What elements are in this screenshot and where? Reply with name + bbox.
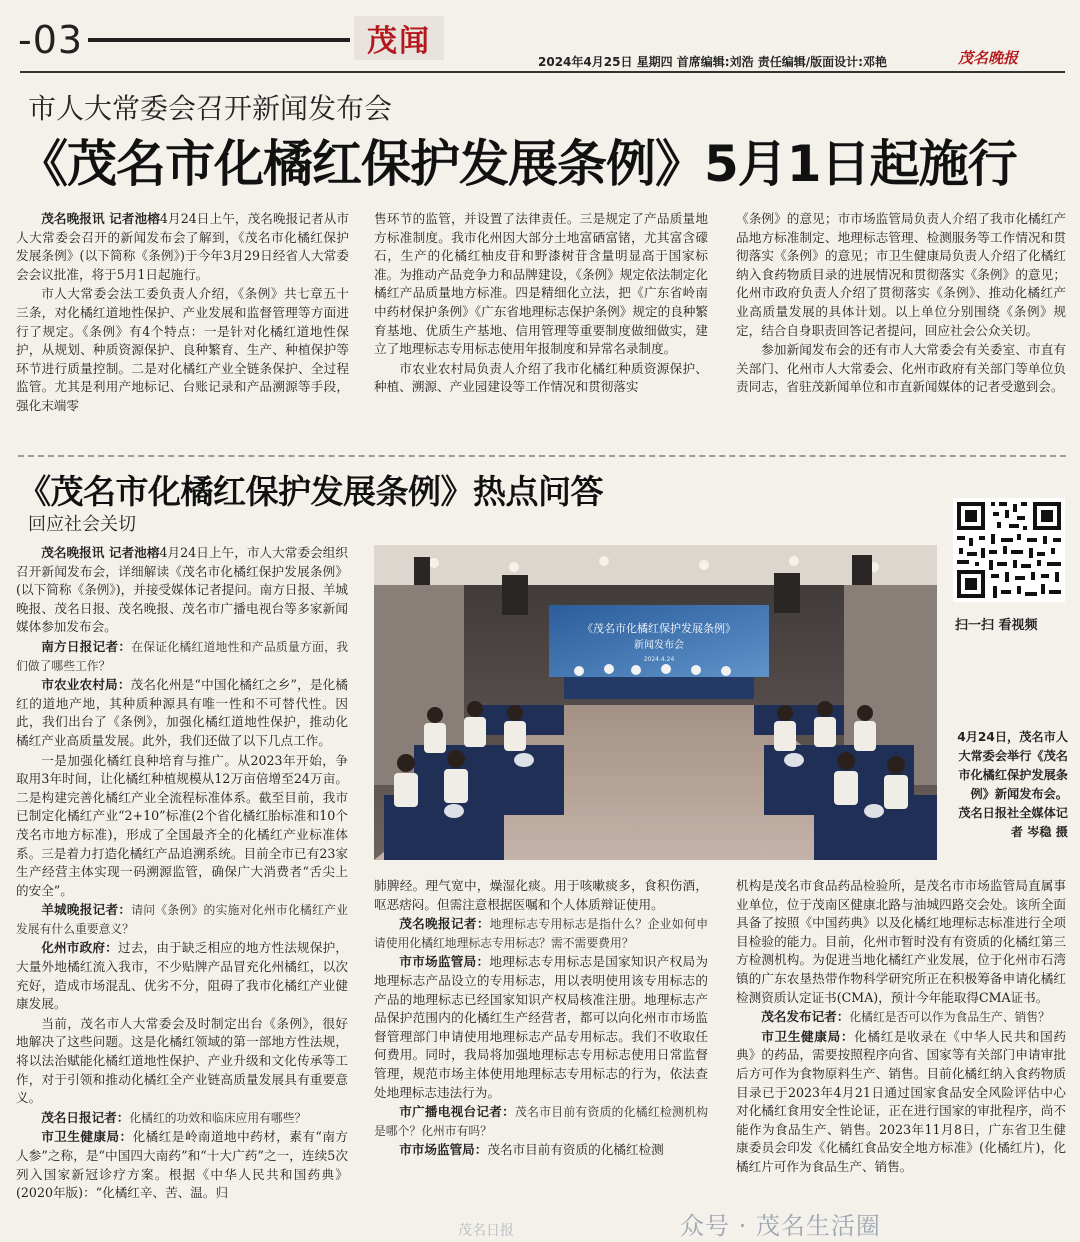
- article1-column-3: [736, 210, 1066, 450]
- article1-column-2: [374, 210, 708, 450]
- article2-subhead: 回应社会关切: [28, 514, 136, 535]
- backdrop-subtitle: 新闻发布会: [634, 640, 684, 651]
- article2-column-1: [16, 544, 348, 1240]
- article1-paragraph: 《条例》的意见；市市场监管局负责人介绍了我市化橘红产品地方标准制定、地理标志管理、检测服务等工作情况和贯彻落实《条例》的意见；市卫生健康局负责人介绍了化橘红纳入食药物质目录的进展情况和贯彻落实《条例》的意见；化州市政府负责人介绍了贯彻落实《条例》、推动化橘红产业高质量发展的具体计划。以上单位分别围绕《条例》规定，结合自身职责回答记者提问，回应社会公众关切。: [736, 211, 1066, 338]
- photo-caption: [950, 728, 1068, 842]
- article2-column-3: [736, 877, 1066, 1240]
- article1-paragraph: 参加新闻发布会的还有市人大常委会有关委室、市直有关部门、化州市人大常委会、化州市政府有关部门等单位负责同志，省驻茂新闻单位和市直新闻媒体的记者受邀到会。: [736, 342, 1066, 395]
- article2-headline: 《茂名市化橘红保护发展条例》热点问答: [18, 472, 603, 511]
- answer: 市农业农村局：茂名化州是“中国化橘红之乡”，是化橘红的道地产地，其种质种源具有唯一性和不可替代性。因此，我们出台了《条例》，加强化橘红道地性保护，推动化橘红产业高质量发展。此外，我们还做了以下几点工作。: [16, 677, 348, 748]
- article1-kicker: 市人大常委会召开新闻发布会: [28, 92, 393, 125]
- answer: 市市场监管局：茂名市目前有资质的化橘红检测: [399, 1142, 664, 1158]
- press-conference-photo: [374, 545, 937, 860]
- backdrop-title: 《茂名市化橘红保护发展条例》: [582, 622, 736, 635]
- article1-lead-paragraph: 茂名晚报讯 记者池榕4月24日上午，茂名晚报记者从市人大常委会召开的新闻发布会了解到，《茂名市化橘红保护发展条例》(以下简称《条例》)于今年3月29日经省人大常委会会议批准，将于5月1日起施行。: [16, 211, 349, 282]
- section-badge: 茂闻: [354, 16, 444, 60]
- qr-caption: 扫一扫 看视频: [955, 618, 1038, 633]
- question: 市广播电视台记者：茂名市目前有资质的化橘红检测机构是哪个？化州市有吗？: [374, 1104, 708, 1138]
- answer: 市卫生健康局：化橘红是收录在《中华人民共和国药典》的药品，需要按照程序向省、国家等有关部门申请审批后方可作为食物原料生产、销售。目前化橘红纳入食药物质目录已于2023年4月21日通过国家食品安全风险评估中心对化橘红食用安全性论证，正在进行国家的审批程序，尚不能作为食品生产、销售。2023年11月8日，广东省卫生健康委员会印发《化橘红食品安全地方标准》(化橘红片)，化橘红片可作为食品生产、销售。: [736, 1028, 1066, 1174]
- answer: 市卫生健康局：化橘红是岭南道地中药材，素有“南方人参”之称，是“中国四大南药”和“十大广药”之一，连续5次列入国家新冠诊疗方案。根据《中华人民共和国药典》(2020年版)：“化橘红辛、苦、温。归: [16, 1129, 348, 1201]
- article1-column-1: [16, 210, 349, 450]
- answer: 市市场监管局：地理标志专用标志是国家知识产权局为地理标志产品设立的专用标志，用以表明使用该专用标志的产品的地理标志已经国家知识产权局核准注册。地理标志产品保护范围内的化橘红生产经营者，都可以向化州市市场监督管理部门申请使用地理标志产品专用标志。我们不收取任何费用。同时，我局将加强地理标志专用标志使用日常监督管理，规范市场主体使用地理标志专用标志的行为，依法查处地理标志违法行为。: [374, 954, 708, 1100]
- question: 茂名发布记者：化橘红是否可以作为食品生产、销售？: [761, 1009, 1050, 1025]
- question: 茂名日报记者：化橘红的功效和临床应用有哪些？: [41, 1109, 307, 1125]
- article1-paragraph: 售环节的监管，并设置了法律责任。三是规定了产品质量地方标准制度。我市化州因大部分土地富硒富锗，尤其富含礞石，生产的化橘红柚皮苷和野漆树苷含量明显高于国家标准。为推动产品竞争力和品牌建设，《条例》规定依法制定化橘红产品质量地方标准。四是精细化立法，把《广东省岭南中药材保护条例》《广东省地理标志保护条例》规定的良种繁育基地、优质生产基地、信用管理等重要制度做细做实，建立了地理标志专用标志使用年报制度和异常名录制度。: [374, 211, 708, 357]
- header-rule: [20, 71, 1065, 73]
- backdrop-date: 2024.4.24: [643, 656, 675, 663]
- byline: 茂名晚报讯 记者池榕: [41, 545, 160, 560]
- answer-continued: 肺脾经。理气宽中，燥湿化痰。用于咳嗽痰多，食积伤酒，呕恶痞闷。但需注意根据医嘱和个人体质辩证使用。: [374, 878, 708, 912]
- question: 羊城晚报记者：请问《条例》的实施对化州市化橘红产业发展有什么重要意义？: [16, 902, 348, 936]
- qr-code-graphic: [953, 498, 1065, 602]
- qr-code[interactable]: [953, 498, 1065, 602]
- masthead-logo: 茂名晚报: [958, 49, 1019, 67]
- article1-headline: 《茂名市化橘红保护发展条例》5月1日起施行: [18, 135, 1017, 193]
- header-rule-thick: [88, 38, 350, 42]
- answer-continued: 机构是茂名市食品药品检验所，是茂名市市场监管局直属事业单位，位于茂南区健康北路与油城四路交会处。该所全面具备了按照《中国药典》以及化橘红地理标志标准进行全项目检验的能力。目前，化州市暂时没有有资质的化橘红第三方检测机构。为促进当地化橘红产业发展，位于化州市石湾镇的广东农垦热带作物科学研究所正在积极筹备申请化橘红检测资质认定证书(CMA)，预计今年能取得CMA证书。: [736, 878, 1066, 1005]
- answer: 化州市政府：过去，由于缺乏相应的地方性法规保护，大量外地橘红流入我市，不少贴牌产品冒充化州橘红，以次充好，造成市场混乱、优劣不分，阻碍了我市化橘红产业健康发展。: [16, 940, 348, 1012]
- article1-paragraph: 市农业农村局负责人介绍了我市化橘红种质资源保护、种植、溯源、产业园建设等工作情况和贯彻落实: [374, 360, 708, 395]
- photo-caption-text: 4月24日，茂名市人大常委会举行《茂名市化橘红保护发展条例》新闻发布会。: [957, 730, 1068, 801]
- byline: 茂名晚报讯 记者池榕: [41, 211, 160, 226]
- watermark: 众号 · 茂名生活圈: [680, 1212, 881, 1240]
- article2-lead-paragraph: 茂名晚报讯 记者池榕4月24日上午，市人大常委会组织召开新闻发布会，详细解读《茂名市化橘红保护发展条例》(以下简称《条例》)，并接受媒体记者提问。南方日报、羊城晚报、茂名日报、茂名晚报、茂名市广播电视台等多家新闻媒体参加发布会。: [16, 545, 348, 635]
- press-conference-photo-illustration: [374, 545, 937, 860]
- watermark-secondary: 茂名日报: [458, 1223, 514, 1239]
- page-number: -03: [18, 18, 84, 62]
- date-line: 2024年4月25日 星期四 首席编辑:刘浩 责任编辑/版面设计:邓艳: [538, 55, 887, 69]
- question: 南方日报记者：在保证化橘红道地性和产品质量方面，我们做了哪些工作？: [16, 638, 348, 673]
- section-divider: [18, 455, 1066, 457]
- article1-paragraph: 市人大常委会法工委负责人介绍，《条例》共七章五十三条，对化橘红道地性保护、产业发展和监督管理等方面进行了规定。《条例》有4个特点：一是针对化橘红道地性保护，从规划、种质资源保护、良种繁育、生产、种植保护等环节进行质量控制。二是对化橘红产业全链条保护、全过程监管。尤其是利用产地标记、台账记录和产品溯源等手段，强化末端零: [16, 286, 349, 413]
- photo-credit: 茂名日报社全媒体记者 岑稳 摄: [958, 806, 1068, 839]
- answer-paragraph: 一是加强化橘红良种培育与推广。从2023年开始，争取用3年时间，让化橘红种植规模从12万亩倍增至24万亩。二是构建完善化橘红产业全流程标准体系。截至目前，我市已制定化橘红产业“2+10”标准(2个省化橘红胎标准和10个茂名市地方标准)，形成了全国最齐全的化橘红产业标准体系。三是着力打造化橘红产品追溯系统。目前全市已有23家生产经营主体实现一码溯源监管，确保广大消费者“舌尖上的安全”。: [16, 752, 348, 898]
- answer-paragraph: 当前，茂名市人大常委会及时制定出台《条例》，很好地解决了这些问题。这是化橘红领域的第一部地方性法规，将以法治赋能化橘红道地性保护、产业升级和文化传承等工作，对于引领和推动化橘红全产业链高质量发展具有重要意义。: [16, 1015, 348, 1106]
- article2-column-2: [374, 877, 708, 1240]
- question: 茂名晚报记者：地理标志专用标志是指什么？企业如何申请使用化橘红地理标志专用标志？需不需要费用？: [374, 916, 708, 950]
